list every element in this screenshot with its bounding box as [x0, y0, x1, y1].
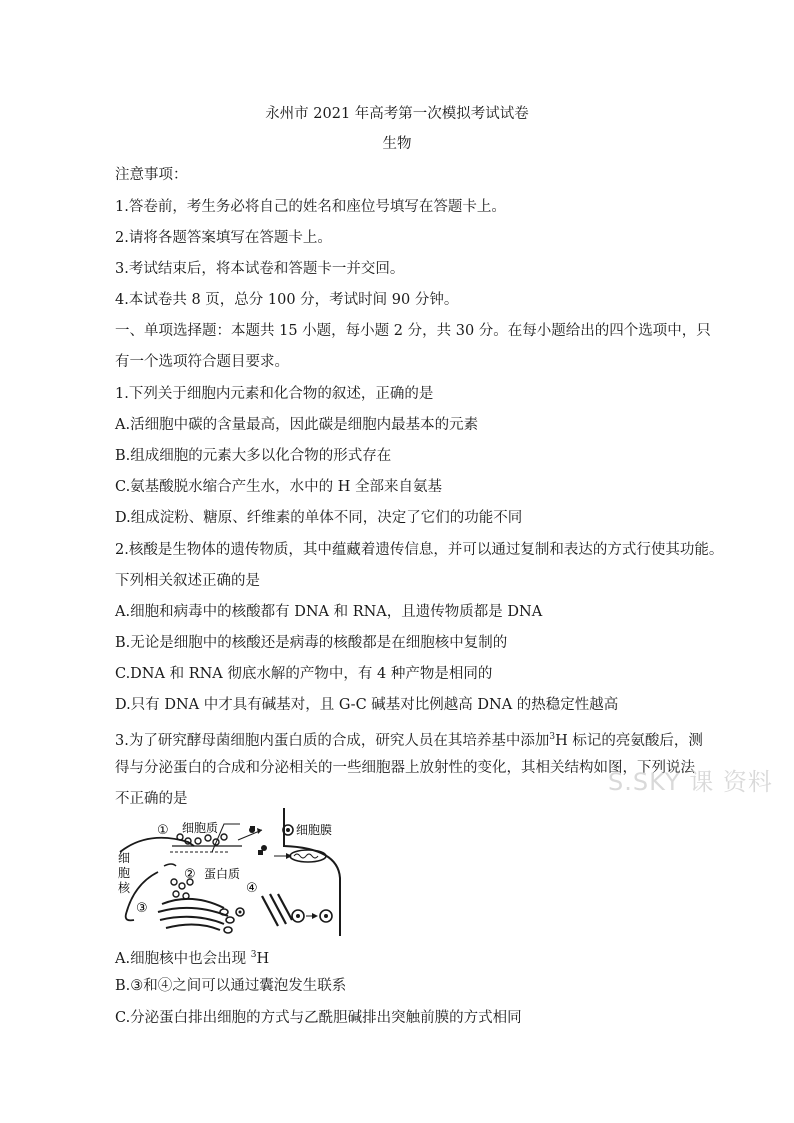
label-membrane: 细胞膜: [296, 823, 333, 837]
marker-1: ①: [157, 823, 169, 838]
marker-2: ②: [184, 867, 196, 882]
question-2-stem: 2.核酸是生物体的遗传物质，其中蕴藏着遗传信息，并可以通过复制和表达的方式行使其功能。: [115, 542, 724, 558]
notice-item: 2.请将各题答案填写在答题卡上。: [115, 230, 332, 246]
marker-3: ③: [136, 901, 148, 916]
question-3-stem: 3.为了研究酵母菌细胞内蛋白质的合成，研究人员在其培养基中添加$^3$H 标记的亮氨酸后，测: [115, 732, 703, 749]
notice-item: 4.本试卷共 8 页，总分 100 分，考试时间 90 分钟。: [115, 292, 459, 308]
notice-item: 1.答卷前，考生务必将自己的姓名和座位号填写在答题卡上。: [115, 199, 506, 215]
question-1-option-a: A.活细胞中碳的含量最高，因此碳是细胞内最基本的元素: [115, 417, 479, 433]
question-3-stem-cont: 得与分泌蛋白的合成和分泌相关的一些细胞器上放射性的变化，其相关结构如图，下列说法: [115, 760, 695, 776]
notice-heading: 注意事项：: [115, 167, 188, 183]
marker-4: ④: [246, 881, 258, 896]
question-2-option-d: D.只有 DNA 中才具有碱基对，且 G-C 碱基对比例越高 DNA 的热稳定性越高: [115, 697, 619, 713]
label-nucleus-2: 胞: [118, 866, 131, 880]
question-2-option-a: A.细胞和病毒中的核酸都有 DNA 和 RNA，且遗传物质都是 DNA: [115, 604, 543, 620]
subject-title: 生物: [382, 136, 412, 152]
question-3-option-b: B.③和④之间可以通过囊泡发生联系: [115, 978, 347, 994]
label-nucleus-1: 细: [118, 851, 131, 865]
question-1-stem: 1.下列关于细胞内元素和化合物的叙述，正确的是: [115, 386, 434, 402]
section-heading: 一、单项选择题：本题共 15 小题，每小题 2 分，共 30 分。在每小题给出的四个选项中，只: [115, 323, 711, 339]
question-3-option-a: A.细胞核中也会出现 $^3$H: [115, 950, 270, 967]
notice-item: 3.考试结束后，将本试卷和答题卡一并交回。: [115, 261, 405, 277]
question-2-stem-cont: 下列相关叙述正确的是: [115, 573, 260, 589]
question-3-option-c: C.分泌蛋白排出细胞的方式与乙酰胆碱排出突触前膜的方式相同: [115, 1010, 522, 1026]
label-cytoplasm: 细胞质: [182, 821, 219, 835]
question-3-stem-end: 不正确的是: [115, 791, 188, 807]
section-heading-cont: 有一个选项符合题目要求。: [115, 354, 289, 370]
question-1-option-d: D.组成淀粉、糖原、纤维素的单体不同，决定了它们的功能不同: [115, 510, 523, 526]
question-2-option-c: C.DNA 和 RNA 彻底水解的产物中，有 4 种产物是相同的: [115, 666, 493, 682]
cell-secretion-diagram: [112, 808, 357, 936]
watermark: S.SKY 课 资料: [608, 768, 773, 796]
question-1-option-b: B.组成细胞的元素大多以化合物的形式存在: [115, 448, 392, 464]
question-2-option-b: B.无论是细胞中的核酸还是病毒的核酸都是在细胞核中复制的: [115, 635, 508, 651]
question-1-option-c: C.氨基酸脱水缩合产生水，水中的 H 全部来自氨基: [115, 479, 443, 495]
label-protein: 蛋白质: [204, 867, 241, 881]
label-nucleus-3: 核: [118, 881, 131, 895]
exam-title: 永州市 2021 年高考第一次模拟考试试卷: [265, 106, 529, 122]
